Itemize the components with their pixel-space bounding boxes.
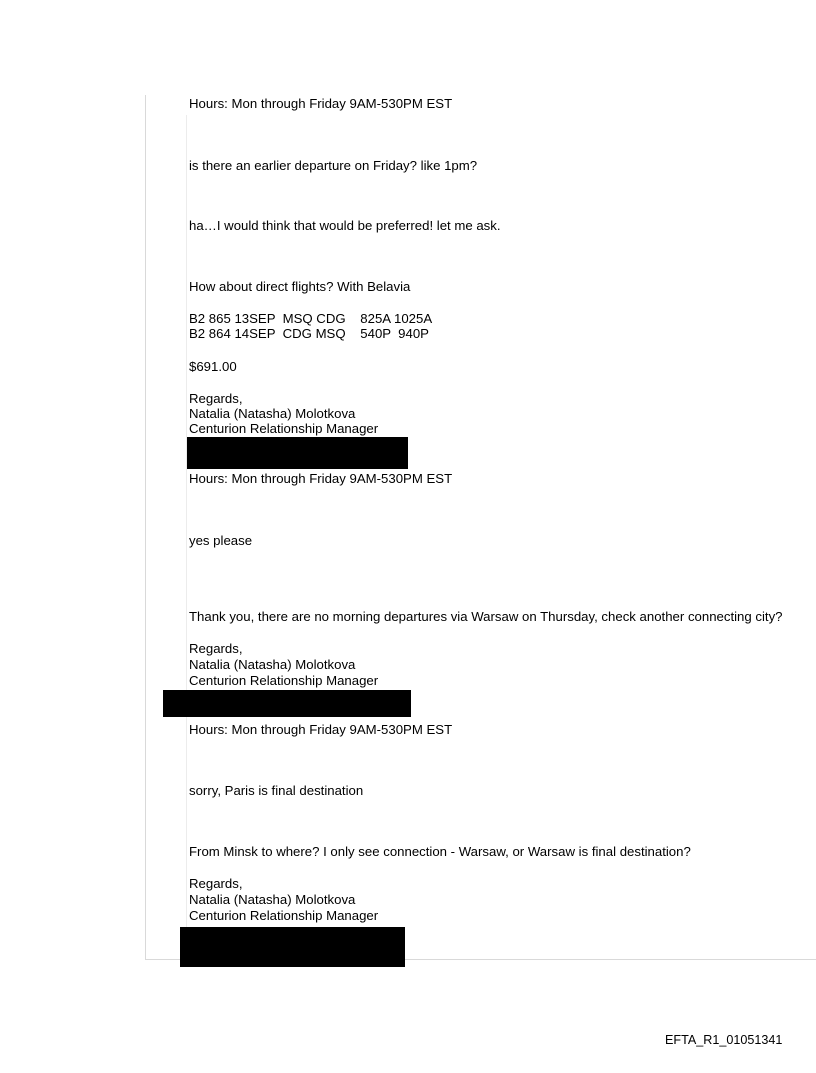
signature-title: Centurion Relationship Manager xyxy=(189,908,379,923)
signature-regards: Regards, xyxy=(189,876,243,891)
quote-rule xyxy=(186,115,187,935)
redaction-block xyxy=(187,437,408,469)
hours-line: Hours: Mon through Friday 9AM-530PM EST xyxy=(189,96,453,111)
signature-name: Natalia (Natasha) Molotkova xyxy=(189,657,356,672)
hours-line: Hours: Mon through Friday 9AM-530PM EST xyxy=(189,722,453,737)
document-id: EFTA_R1_01051341 xyxy=(665,1033,783,1047)
signature-title: Centurion Relationship Manager xyxy=(189,421,379,436)
message-text: How about direct flights? With Belavia xyxy=(189,279,411,294)
flight-line: B2 864 14SEP CDG MSQ 540P 940P xyxy=(189,326,429,341)
redaction-block xyxy=(163,690,411,717)
email-frame-left-border xyxy=(145,95,146,960)
signature-regards: Regards, xyxy=(189,641,243,656)
flight-line: B2 865 13SEP MSQ CDG 825A 1025A xyxy=(189,311,433,326)
signature-name: Natalia (Natasha) Molotkova xyxy=(189,406,356,421)
message-text: ha…I would think that would be preferred! let me ask. xyxy=(189,218,501,233)
hours-line: Hours: Mon through Friday 9AM-530PM EST xyxy=(189,471,453,486)
signature-name: Natalia (Natasha) Molotkova xyxy=(189,892,356,907)
message-text: From Minsk to where? I only see connection - Warsaw, or Warsaw is final destination? xyxy=(189,844,691,859)
price: $691.00 xyxy=(189,359,237,374)
redaction-block xyxy=(180,927,405,967)
message-text: Thank you, there are no morning departures via Warsaw on Thursday, check another connecting city? xyxy=(189,609,783,624)
signature-title: Centurion Relationship Manager xyxy=(189,673,379,688)
message-text: yes please xyxy=(189,533,253,548)
message-text: is there an earlier departure on Friday? like 1pm? xyxy=(189,158,478,173)
signature-regards: Regards, xyxy=(189,391,243,406)
message-text: sorry, Paris is final destination xyxy=(189,783,364,798)
